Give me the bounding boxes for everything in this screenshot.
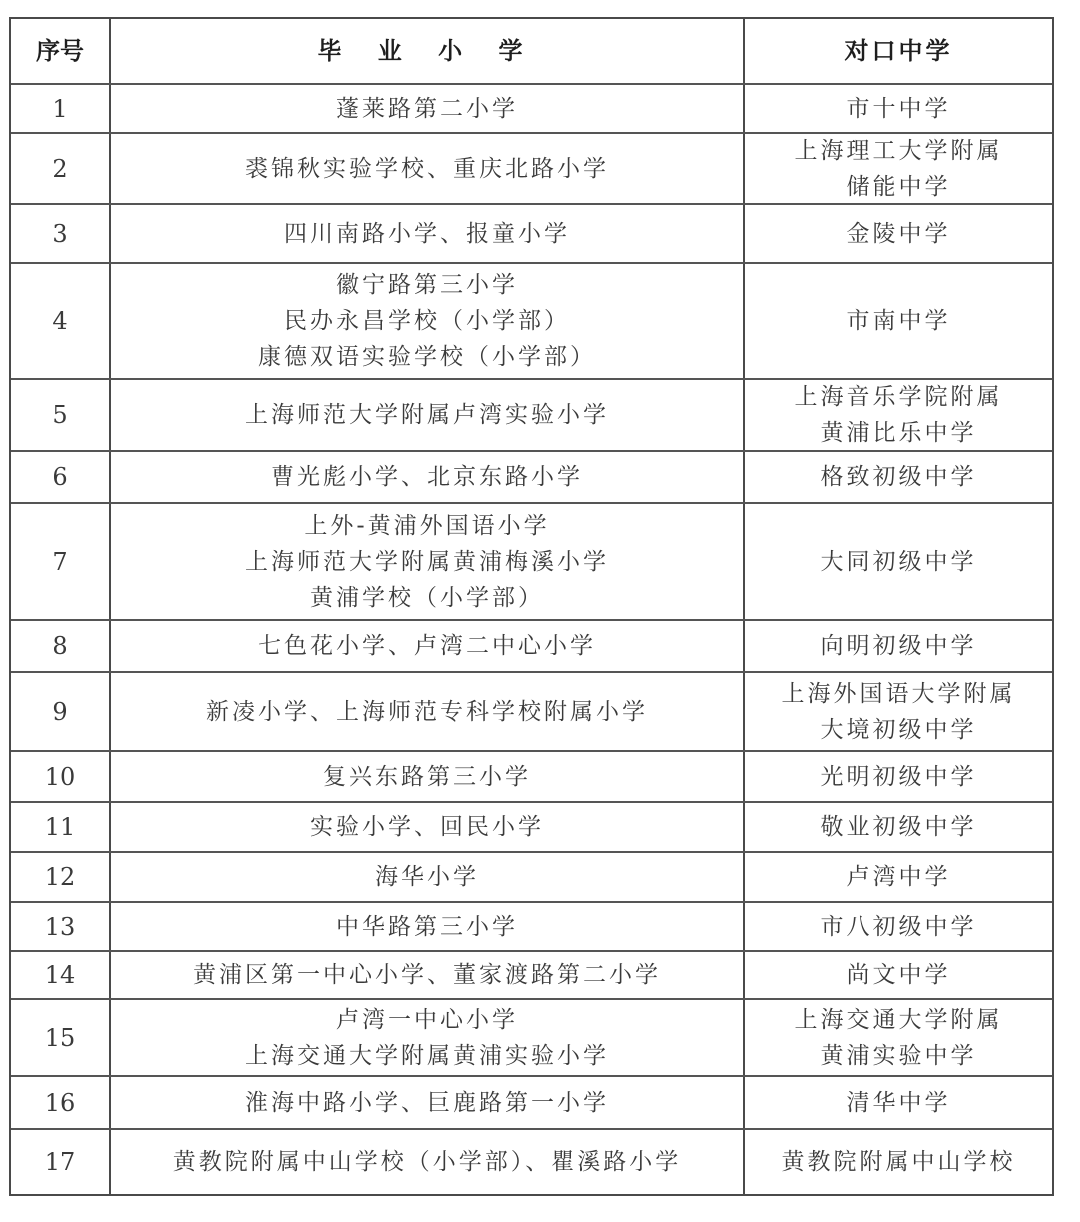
serial-number: 11 [11,803,111,851]
middle-school-name: 金陵中学 [846,220,951,247]
primary-school-cell [111,504,745,619]
table-row [11,504,1052,621]
primary-school-cell [111,621,745,671]
middle-school-cell [745,903,1052,950]
serial-number: 1 [11,85,111,132]
table-row [11,903,1052,952]
middle-school-cell [745,803,1052,851]
primary-school-name: 黄浦区第一中心小学、董家渡路第二小学 [193,962,661,988]
table-row [11,205,1052,264]
primary-school-cell [111,264,745,378]
primary-school-name: 蓬莱路第二小学 [336,95,518,122]
serial-number: 13 [11,903,111,950]
primary-school-cell [111,380,745,450]
primary-school-cell [111,1130,745,1194]
middle-school-cell [745,752,1052,801]
middle-school-cell [745,380,1052,450]
primary-school-cell [111,1000,745,1075]
table-row [11,952,1052,1000]
middle-school-name: 黄浦实验中学 [820,1042,977,1069]
middle-school-cell [745,85,1052,132]
header-primary-school: 毕 业 小 学 [111,19,745,83]
table-row [11,452,1052,504]
middle-school-name: 格致初级中学 [820,464,977,490]
middle-school-cell [745,1000,1052,1075]
middle-school-cell [745,1130,1052,1194]
serial-number: 3 [11,205,111,262]
primary-school-cell [111,952,745,998]
primary-school-name: 黄浦学校（小学部） [310,584,544,611]
primary-school-cell [111,903,745,950]
serial-number: 7 [11,504,111,619]
table-row [11,1130,1052,1194]
primary-school-name: 上海交通大学附属黄浦实验小学 [245,1042,609,1069]
middle-school-name: 市南中学 [846,308,951,334]
table-row [11,673,1052,752]
primary-school-name: 新凌小学、上海师范专科学校附属小学 [206,698,648,725]
primary-school-cell [111,803,745,851]
middle-school-name: 清华中学 [846,1089,951,1116]
middle-school-name: 上海理工大学附属 [794,137,1003,164]
primary-school-name: 上海师范大学附属卢湾实验小学 [245,402,609,428]
serial-number: 17 [11,1130,111,1194]
middle-school-name: 卢湾中学 [846,864,951,890]
primary-school-name: 复兴东路第三小学 [323,763,531,790]
serial-number: 16 [11,1077,111,1128]
serial-number: 15 [11,1000,111,1075]
header-serial-number: 序号 [11,19,111,83]
middle-school-name: 光明初级中学 [820,763,977,790]
primary-school-cell [111,134,745,203]
table-row [11,752,1052,803]
middle-school-name: 市十中学 [846,95,951,122]
primary-school-name: 四川南路小学、报童小学 [284,220,570,247]
school-assignment-table [9,17,1054,1196]
table-row [11,85,1052,134]
middle-school-name: 黄浦比乐中学 [820,420,977,446]
primary-school-name: 黄教院附属中山学校（小学部）、瞿溪路小学 [172,1149,682,1175]
middle-school-name: 上海外国语大学附属 [781,680,1016,707]
middle-school-cell [745,504,1052,619]
table-row [11,803,1052,853]
serial-number: 6 [11,452,111,502]
primary-school-cell [111,85,745,132]
middle-school-cell [745,264,1052,378]
middle-school-cell [745,621,1052,671]
middle-school-name: 上海交通大学附属 [794,1006,1003,1033]
header-middle-school: 对口中学 [844,37,953,65]
serial-number: 8 [11,621,111,671]
primary-school-name: 民办永昌学校（小学部） [284,308,570,334]
table-row [11,380,1052,452]
middle-school-name: 市八初级中学 [820,913,977,940]
middle-school-name: 上海音乐学院附属 [794,384,1003,410]
table-row [11,264,1052,380]
middle-school-cell [745,205,1052,262]
primary-school-name: 实验小学、回民小学 [310,814,544,840]
primary-school-name: 七色花小学、卢湾二中心小学 [258,633,596,659]
serial-number: 10 [11,752,111,801]
table-row [11,621,1052,673]
middle-school-cell [745,452,1052,502]
primary-school-cell [111,452,745,502]
primary-school-cell [111,1077,745,1128]
serial-number: 9 [11,673,111,750]
serial-number: 14 [11,952,111,998]
primary-school-cell [111,752,745,801]
primary-school-name: 卢湾一中心小学 [336,1006,518,1033]
primary-school-name: 曹光彪小学、北京东路小学 [271,464,583,490]
middle-school-name: 储能中学 [846,173,951,200]
table-header-row [11,19,1052,85]
table-row [11,1077,1052,1130]
table-row [11,1000,1052,1077]
middle-school-cell [745,952,1052,998]
primary-school-name: 海华小学 [375,864,479,890]
middle-school-name: 尚文中学 [846,962,951,988]
primary-school-cell [111,853,745,901]
middle-school-name: 大境初级中学 [820,716,977,743]
table-row [11,853,1052,903]
serial-number: 4 [11,264,111,378]
primary-school-cell [111,673,745,750]
middle-school-name: 黄教院附属中山学校 [781,1149,1016,1175]
serial-number: 5 [11,380,111,450]
primary-school-name: 徽宁路第三小学 [336,272,518,298]
table-row [11,134,1052,205]
serial-number: 12 [11,853,111,901]
primary-school-name: 上外-黄浦外国语小学 [304,512,550,539]
primary-school-name: 裘锦秋实验学校、重庆北路小学 [245,155,609,182]
middle-school-name: 大同初级中学 [820,548,977,575]
middle-school-cell [745,673,1052,750]
middle-school-name: 向明初级中学 [820,633,977,659]
serial-number: 2 [11,134,111,203]
primary-school-cell [111,205,745,262]
middle-school-cell [745,134,1052,203]
middle-school-name: 敬业初级中学 [820,814,977,840]
primary-school-name: 上海师范大学附属黄浦梅溪小学 [245,548,609,575]
middle-school-cell [745,853,1052,901]
primary-school-name: 康德双语实验学校（小学部） [258,344,596,370]
primary-school-name: 淮海中路小学、巨鹿路第一小学 [245,1089,609,1116]
primary-school-name: 中华路第三小学 [336,913,518,940]
middle-school-cell [745,1077,1052,1128]
